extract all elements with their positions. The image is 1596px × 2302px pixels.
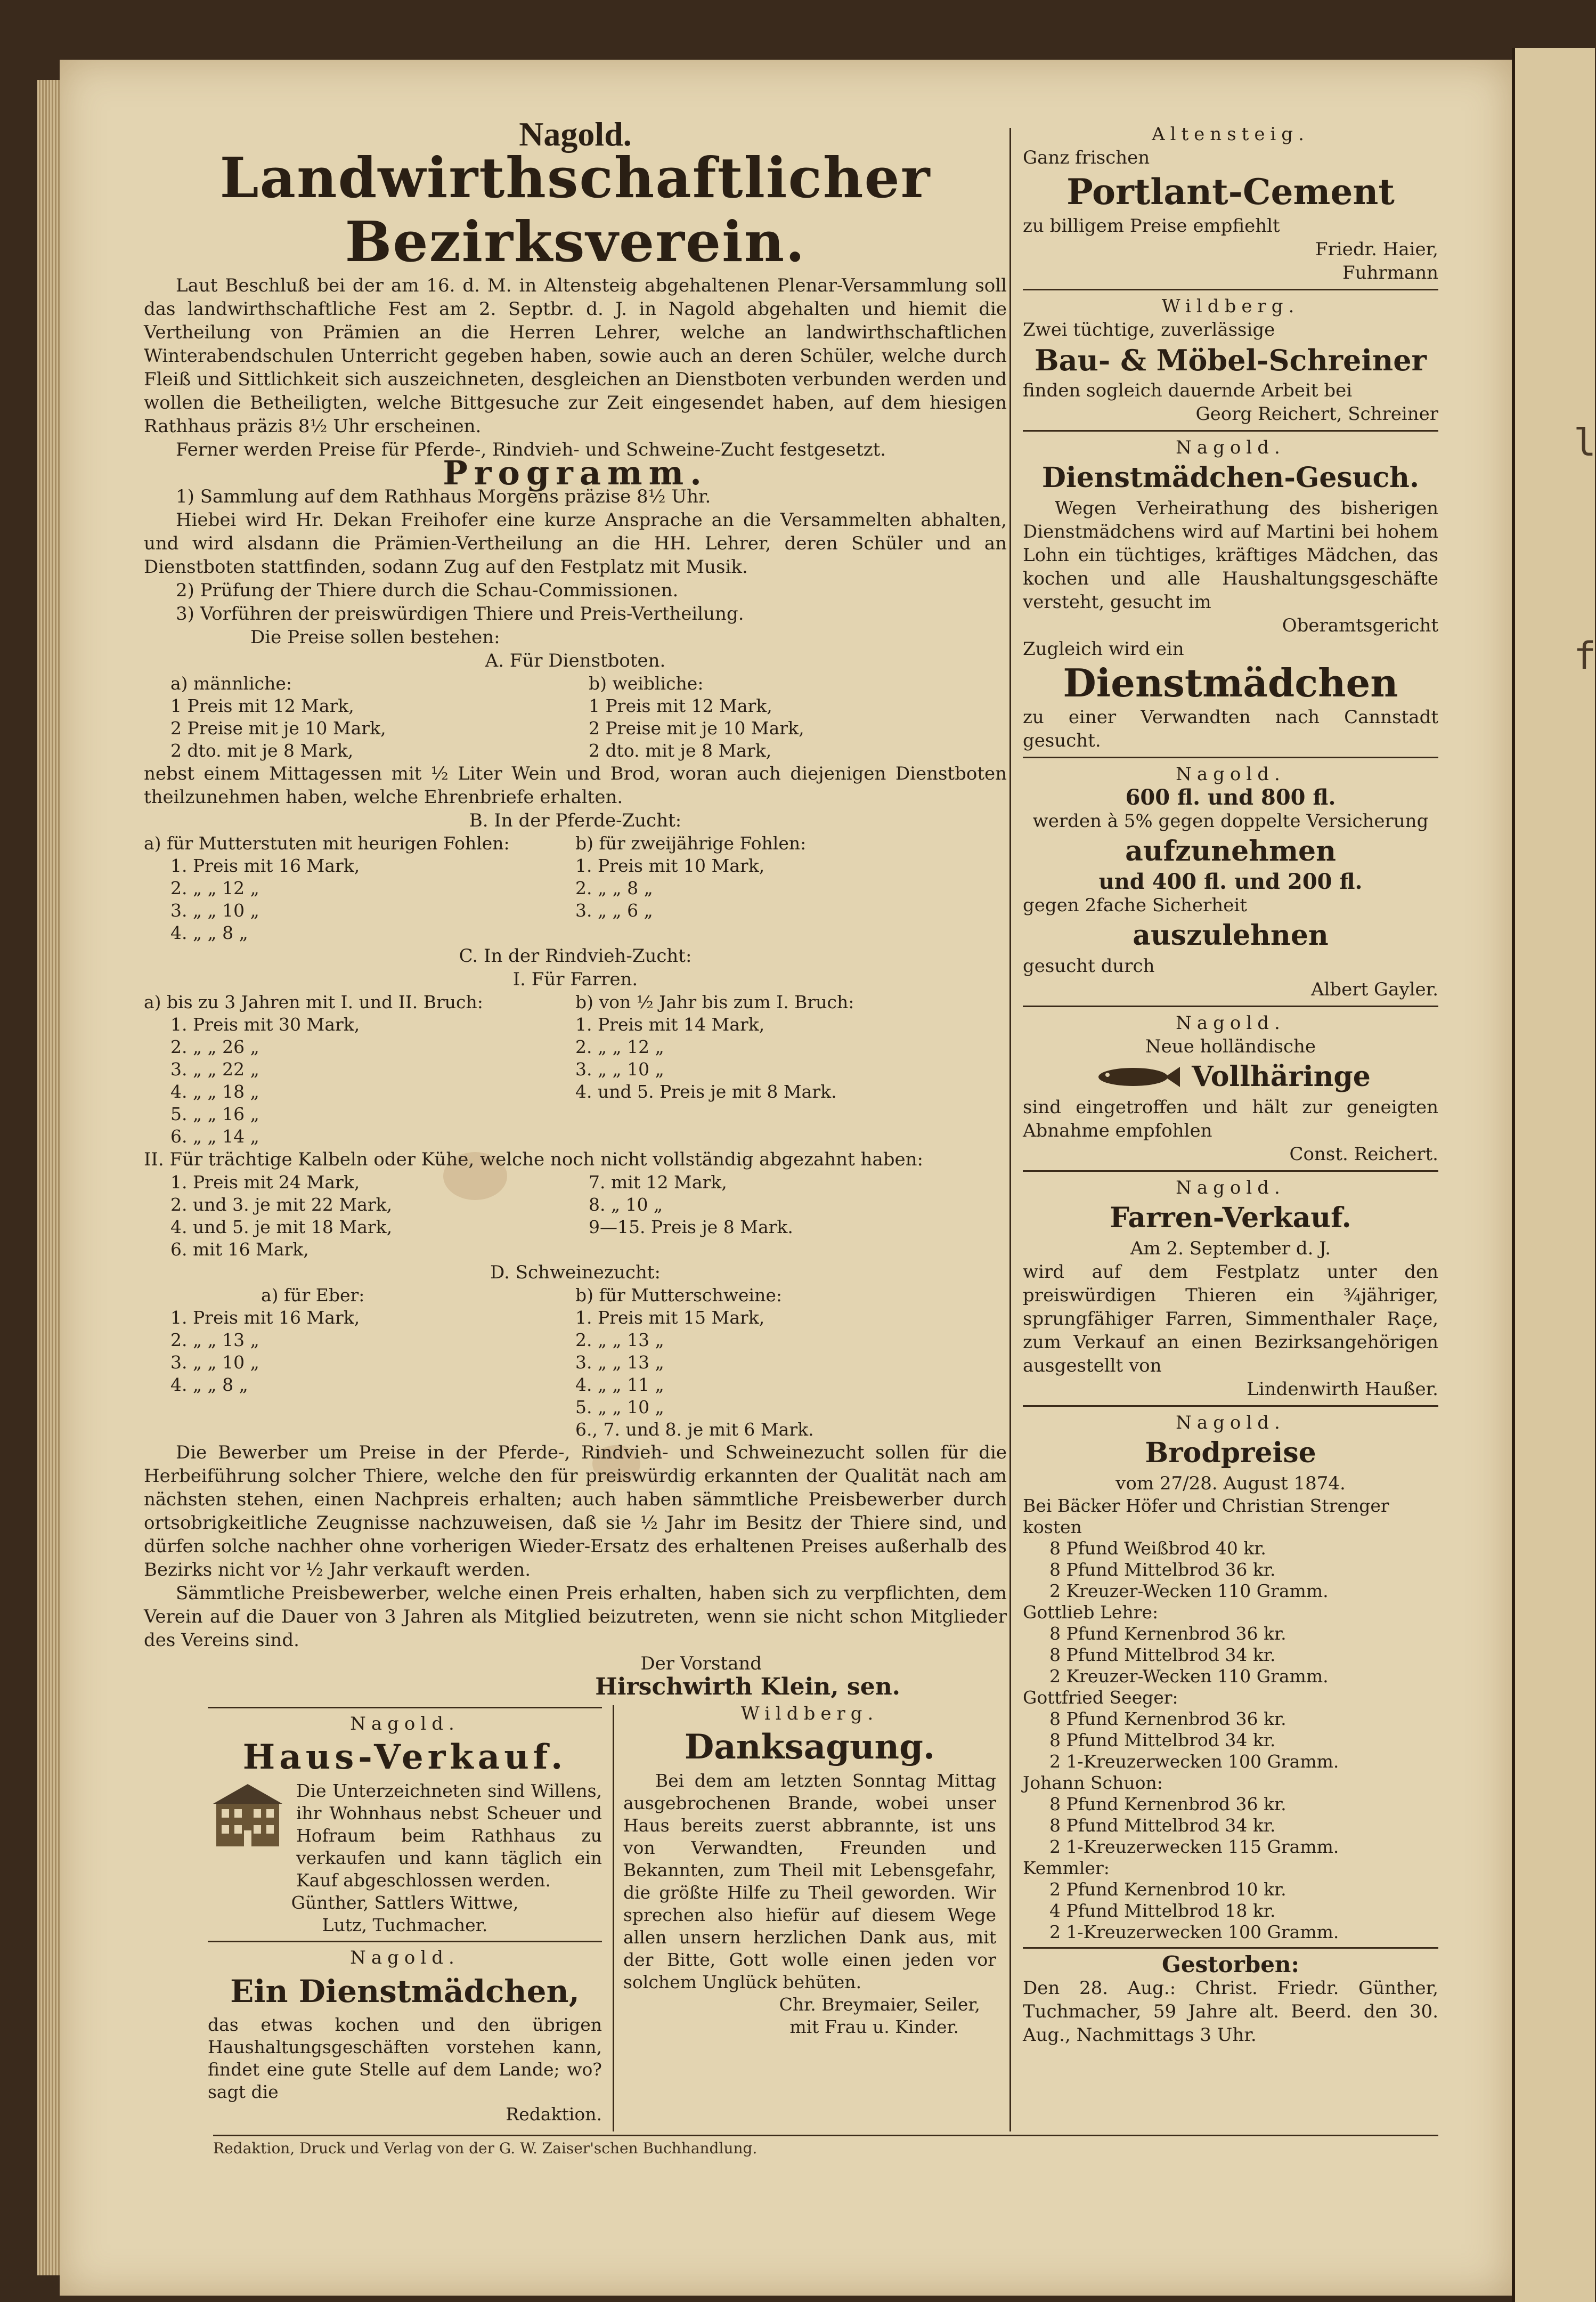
list-item: 5. „ „ 16 „ [170, 1104, 259, 1124]
list-item: 2 dto. mit je 8 Mark, [170, 740, 354, 761]
list-head: a) für Mutterstuten mit heurigen Fohlen: [144, 833, 510, 854]
program-item: 2) Prüfung der Thiere durch die Schau-Commissionen. [176, 580, 679, 601]
baker-name: Johann Schuon: [1023, 1772, 1163, 1793]
ad-title: Vollhäringe [1192, 1060, 1371, 1093]
ad-text: zu billigem Preise empfiehlt [1023, 215, 1280, 237]
list-item: 1. Preis mit 14 Mark, [575, 1014, 765, 1035]
ad-text: Bei dem am letzten Sonntag Mittag ausgebrochenen Brande, wobei unser Haus bereits zuerst abbrannte, ist uns von Verwandten, Freunden und Bekannten, zum Theil mit Lebensgefahr, die größte Hilfe zu Theil geworden. Wir sprechen also hiefür auf diesem Wege allen unsern herzlichen Dank aus, mit der Bitte, Gott wolle einen jeden vor solchem Unglück behüten. [623, 1770, 996, 1992]
ad-signature: Redaktion. [506, 2104, 602, 2125]
baker-name: Bei Bäcker Höfer und Christian Strenger kosten [1023, 1495, 1389, 1537]
list-item: 2 Preise mit je 10 Mark, [589, 718, 804, 739]
price-line: 4 Pfund Mittelbrod 18 kr. [1049, 1900, 1276, 1921]
page-footer: Redaktion, Druck und Verlag von der G. W. Zaiser'schen Buchhandlung. [213, 2135, 1438, 2157]
house-block [208, 1780, 602, 1892]
price-line: 8 Pfund Mittelbrod 34 kr. [1049, 1815, 1276, 1836]
list-item: 3. „ „ 10 „ [170, 900, 259, 921]
list-item: 2 Preise mit je 10 Mark, [170, 718, 386, 739]
ad-place: Nagold. [350, 1713, 460, 1734]
ad-text: Wegen Verheirathung des bisherigen Dienstmädchens wird auf Martini bei hohem Lohn ein tüchtiges, kräftiges Mädchen, das kochen und alle Haushaltungsgeschäfte versteht, gesucht im [1023, 498, 1438, 613]
ad-word: auszulehnen [1133, 919, 1329, 952]
price-line: 8 Pfund Mittelbrod 34 kr. [1049, 1644, 1276, 1665]
list-item: 2. und 3. je mit 22 Mark, [170, 1194, 393, 1215]
ad-date: vom 27/28. August 1874. [1115, 1473, 1346, 1494]
list-head: a) männliche: [170, 673, 292, 694]
ad-title: Dienstmädchen-Gesuch. [1041, 461, 1420, 494]
ad-title-2: Dienstmädchen [1063, 660, 1398, 706]
ad-place: Wildberg. [1161, 296, 1300, 317]
price-line: 2 Kreuzer-Wecken 110 Gramm. [1049, 1580, 1329, 1601]
ad-signature: Fuhrmann [1342, 262, 1438, 283]
list-item: 2. „ „ 13 „ [575, 1330, 664, 1350]
ad-pre: Neue holländische [1145, 1036, 1316, 1057]
ad-pre: Zwei tüchtige, zuverlässige [1023, 319, 1275, 341]
list-item: 4. und 5. Preis je mit 8 Mark. [575, 1081, 837, 1102]
adjacent-page-glyph: f [1574, 634, 1596, 678]
price-line: 8 Pfund Kernenbrod 36 kr. [1049, 1794, 1286, 1814]
price-line: 2 1-Kreuzerwecken 100 Gramm. [1049, 1922, 1339, 1942]
fish-icon [1090, 1064, 1181, 1090]
baker-name: Gottlieb Lehre: [1023, 1602, 1159, 1623]
ad-word: aufzunehmen [1125, 835, 1336, 868]
ad-signature: Const. Reichert. [1289, 1144, 1438, 1165]
section-a-lists [144, 672, 1007, 762]
ad-line: 600 fl. und 800 fl. [1125, 785, 1336, 810]
article-intro-2: Ferner werden Preise für Pferde-, Rindvieh- und Schweine-Zucht festgesetzt. [176, 439, 886, 460]
ad-place: Nagold. [350, 1947, 460, 1968]
ad-pre: Zugleich wird ein [1023, 638, 1184, 660]
ad-signature: Albert Gayler. [1311, 979, 1438, 1000]
ad-signature: Günther, Sattlers Wittwe, [291, 1892, 519, 1913]
adjacent-page-glyph: l [1574, 421, 1596, 465]
ad-place: Altensteig. [1152, 124, 1309, 145]
list-item: 1 Preis mit 12 Mark, [170, 695, 354, 716]
box-divider [613, 1705, 614, 2131]
ads-column [1023, 123, 1438, 2047]
price-line: 2 1-Kreuzerwecken 100 Gramm. [1049, 1751, 1339, 1772]
list-item: 6. „ „ 14 „ [170, 1126, 259, 1147]
ad-signature: Friedr. Haier, [1315, 239, 1438, 260]
ad-place: Nagold. [1176, 764, 1285, 785]
ad-place: Wildberg. [740, 1703, 879, 1724]
ad-signature: Lindenwirth Haußer. [1247, 1379, 1438, 1400]
ad-title: Portlant-Cement [1066, 171, 1395, 213]
list-item: 1. Preis mit 30 Mark, [170, 1014, 360, 1035]
list-item: 1. Preis mit 15 Mark, [575, 1307, 765, 1328]
prizes-intro: Die Preise sollen bestehen: [250, 627, 500, 648]
list-item: 2 dto. mit je 8 Mark, [589, 740, 772, 761]
list-item: 2. „ „ 12 „ [575, 1036, 664, 1057]
list-item: 4. „ „ 8 „ [170, 1374, 248, 1395]
column-divider [1009, 128, 1011, 2131]
closing-text-2: Sämmtliche Preisbewerber, welche einen Preis erhalten, haben sich zu verpflichten, dem Verein auf die Dauer von 3 Jahren als Mitglied beizutreten, wenn sie nicht schon Mitglieder des Vereins sind. [144, 1583, 1007, 1651]
price-line: 2 Pfund Kernenbrod 10 kr. [1049, 1879, 1286, 1900]
program-title: Programm. [443, 453, 708, 492]
price-line: 8 Pfund Mittelbrod 34 kr. [1049, 1730, 1276, 1750]
list-head: b) für zweijährige Fohlen: [575, 833, 807, 854]
ad-title: Brodpreise [1145, 1437, 1316, 1469]
house-icon [208, 1780, 288, 1849]
signature-name: Hirschwirth Klein, sen. [595, 1673, 900, 1700]
list-item: 1. Preis mit 10 Mark, [575, 855, 765, 876]
section-a-heading: A. Für Dienstboten. [485, 650, 666, 671]
article-title: Landwirthschaftlicher Bezirksverein. [219, 145, 931, 274]
ad-text: zu einer Verwandten nach Cannstadt gesucht. [1023, 707, 1438, 751]
ad-text: gegen 2fache Sicherheit [1023, 895, 1247, 916]
ad-text: das etwas kochen und den übrigen Haushaltungsgeschäften vorstehen kann, findet eine gute Stelle auf dem Lande; wo? sagt die [208, 2014, 602, 2102]
list-head: b) weibliche: [589, 673, 704, 694]
baker-name: Kemmler: [1023, 1858, 1110, 1878]
section-d-heading: D. Schweinezucht: [490, 1262, 661, 1283]
adjacent-page [1512, 48, 1595, 2302]
price-line: 8 Pfund Kernenbrod 36 kr. [1049, 1708, 1286, 1729]
ad-title: Farren-Verkauf. [1110, 1202, 1351, 1234]
section-c-sub: I. Für Farren. [512, 969, 638, 990]
list-item: 7. mit 12 Mark, [589, 1172, 727, 1193]
section-a-note: nebst einem Mittagessen mit ½ Liter Wein und Brod, woran auch diejenigen Dienstboten theilzunehmen haben, welche Ehrenbriefe erhalten. [144, 763, 1007, 808]
section-b-lists [144, 832, 1007, 944]
list-item: 4. „ „ 11 „ [575, 1374, 664, 1395]
list-head: b) für Mutterschweine: [575, 1285, 782, 1306]
ad-line: und 400 fl. und 200 fl. [1098, 869, 1363, 894]
ad-signature: Chr. Breymaier, Seiler, [779, 1994, 980, 2015]
list-item: 6. mit 16 Mark, [170, 1239, 309, 1260]
list-item: 1. Preis mit 16 Mark, [170, 855, 360, 876]
ad-place: Nagold. [1176, 1412, 1285, 1433]
price-line: 8 Pfund Weißbrod 40 kr. [1049, 1538, 1266, 1559]
list-item: 2. „ „ 26 „ [170, 1036, 259, 1057]
list-item: 4. „ „ 8 „ [170, 922, 248, 943]
list-item: 2. „ „ 8 „ [575, 878, 653, 898]
fish-title-row [1023, 1058, 1438, 1096]
list-item: 3. „ „ 6 „ [575, 900, 653, 921]
ad-title: Danksagung. [684, 1727, 935, 1767]
ad-signature: Oberamtsgericht [1282, 615, 1438, 636]
list-item: 6., 7. und 8. je mit 6 Mark. [575, 1419, 814, 1440]
verein-article [144, 115, 1007, 1700]
list-item: 3. „ „ 13 „ [575, 1352, 664, 1373]
list-item: 1 Preis mit 12 Mark, [589, 695, 772, 716]
list-item: 3. „ „ 10 „ [575, 1059, 664, 1080]
section-b-heading: B. In der Pferde-Zucht: [469, 810, 682, 831]
baker-name: Gottfried Seeger: [1023, 1687, 1178, 1708]
list-item: 2. „ „ 13 „ [170, 1330, 259, 1350]
list-item: 3. „ „ 22 „ [170, 1059, 259, 1080]
ad-title: Haus-Verkauf. [242, 1737, 567, 1777]
ad-text: Die Unterzeichneten sind Willens, ihr Wohnhaus nebst Scheuer und Hofraum beim Rathhaus zu verkaufen und kann täglich ein Kauf abgeschlossen werden. [296, 1780, 602, 1891]
closing-text: Die Bewerber um Preise in der Pferde-, Rindvieh- und Schweinezucht sollen für die Herbeiführung solcher Thiere, welche den für preiswürdig erkannten der Qualität nach am nächsten stehen, einen Nachpreis erhalten; auch haben sämmtliche Preisbewerber durch ortsobrigkeitliche Zeugnisse nachzuweisen, daß sie ½ Jahr im Besitz der Thiere sind, und dürfen solche nachher ohne vorherigen Wieder-Ersatz des erhaltenen Preises außerhalb des Bezirks nicht vor ½ Jahr verkauft werden. [144, 1442, 1007, 1580]
ad-title: Ein Dienstmädchen, [230, 1973, 580, 2009]
ad-title: Bau- & Möbel-Schreiner [1034, 343, 1427, 377]
list-item: 5. „ „ 10 „ [575, 1397, 664, 1417]
ad-signature: Georg Reichert, Schreiner [1195, 403, 1438, 425]
list-head: a) für Eber: [261, 1285, 365, 1306]
ad-pre: Ganz frischen [1023, 147, 1150, 168]
haus-verkauf-ad [208, 1703, 602, 2126]
gestorben-text: Den 28. Aug.: Christ. Friedr. Günther, Tuchmacher, 59 Jahre alt. Beerd. den 30. Aug., Nachmittags 3 Uhr. [1023, 1977, 1438, 2046]
ad-text: gesucht durch [1023, 955, 1155, 977]
ad-place: Nagold. [1176, 437, 1285, 458]
ad-text: werden à 5% gegen doppelte Versicherung [1032, 810, 1429, 832]
program-item: 3) Vorführen der preiswürdigen Thiere und Preis-Vertheilung. [176, 603, 744, 625]
section-c-lists [144, 991, 1007, 1148]
danksagung-ad [623, 1703, 996, 2038]
section-d-lists [144, 1284, 1007, 1441]
list-item: 9—15. Preis je 8 Mark. [589, 1217, 793, 1237]
section-c2-lists [144, 1171, 1007, 1261]
list-item: 3. „ „ 10 „ [170, 1352, 259, 1373]
ad-place: Nagold. [1176, 1177, 1285, 1198]
list-head: a) bis zu 3 Jahren mit I. und II. Bruch: [144, 992, 483, 1012]
ad-text: sind eingetroffen und hält zur geneigten Abnahme empfohlen [1023, 1097, 1438, 1141]
section-c-heading: C. In der Rindvieh-Zucht: [459, 945, 692, 967]
price-line: 8 Pfund Kernenbrod 36 kr. [1049, 1623, 1286, 1644]
price-line: 8 Pfund Mittelbrod 36 kr. [1049, 1559, 1276, 1580]
ad-text: wird auf dem Festplatz unter den preiswürdigen Thieren ein ¾jähriger, sprungfähiger Farren, Simmenthaler Raçe, zum Verkauf an einen Bezirksangehörigen ausgestellt von [1023, 1261, 1438, 1376]
list-item: 4. und 5. je mit 18 Mark, [170, 1217, 393, 1237]
ad-signature: Lutz, Tuchmacher. [322, 1915, 488, 1935]
ad-text: finden sogleich dauernde Arbeit bei [1023, 380, 1353, 401]
list-item: 4. „ „ 18 „ [170, 1081, 259, 1102]
ad-signature: mit Frau u. Kinder. [789, 2016, 959, 2037]
signature-role: Der Vorstand [640, 1653, 762, 1674]
article-intro: Laut Beschluß bei der am 16. d. M. in Altensteig abgehaltenen Plenar-Versammlung soll das landwirthschaftliche Fest am 2. Septbr. d. J. in Nagold abgehalten und hiemit die Vertheilung von Prämien an die Herren Lehrer, welche an landwirthschaftlichen Winterabendschulen Unterricht gegeben haben, sowie auch an deren Schüler, welche durch Fleiß und Sittlichkeit sich auszeichneten, desgleichen an Dienstboten verbunden werden und wollen die Betheiligten, welche Bittgesuche zur Zeit eingesendet haben, auf dem hiesigen Rathhaus präzis 8½ Uhr erscheinen. [144, 275, 1007, 437]
article-place: Nagold. [519, 115, 632, 153]
section-c2-heading: II. Für trächtige Kalbeln oder Kühe, welche noch nicht vollständig abgezahnt haben: [144, 1149, 923, 1170]
list-head: b) von ½ Jahr bis zum I. Bruch: [575, 992, 854, 1012]
price-line: 2 Kreuzer-Wecken 110 Gramm. [1049, 1666, 1329, 1687]
program-item: 1) Sammlung auf dem Rathhaus Morgens präzise 8½ Uhr. [176, 486, 711, 507]
list-item: 1. Preis mit 16 Mark, [170, 1307, 360, 1328]
list-item: 8. „ 10 „ [589, 1194, 663, 1215]
gestorben-title: Gestorben: [1162, 1951, 1299, 1977]
list-item: 2. „ „ 12 „ [170, 878, 259, 898]
ad-place: Nagold. [1176, 1012, 1285, 1034]
ad-date: Am 2. September d. J. [1130, 1238, 1331, 1259]
price-line: 2 1-Kreuzerwecken 115 Gramm. [1049, 1836, 1339, 1857]
brod-prices [1023, 1495, 1438, 1943]
list-item: 1. Preis mit 24 Mark, [170, 1172, 360, 1193]
program-item: Hiebei wird Hr. Dekan Freihofer eine kurze Ansprache an die Versammelten abhalten, und wird alsdann die Prämien-Vertheilung an die HH. Lehrer, deren Schüler und an Dienstboten stattfinden, sodann Zug auf den Festplatz mit Musik. [144, 509, 1007, 578]
